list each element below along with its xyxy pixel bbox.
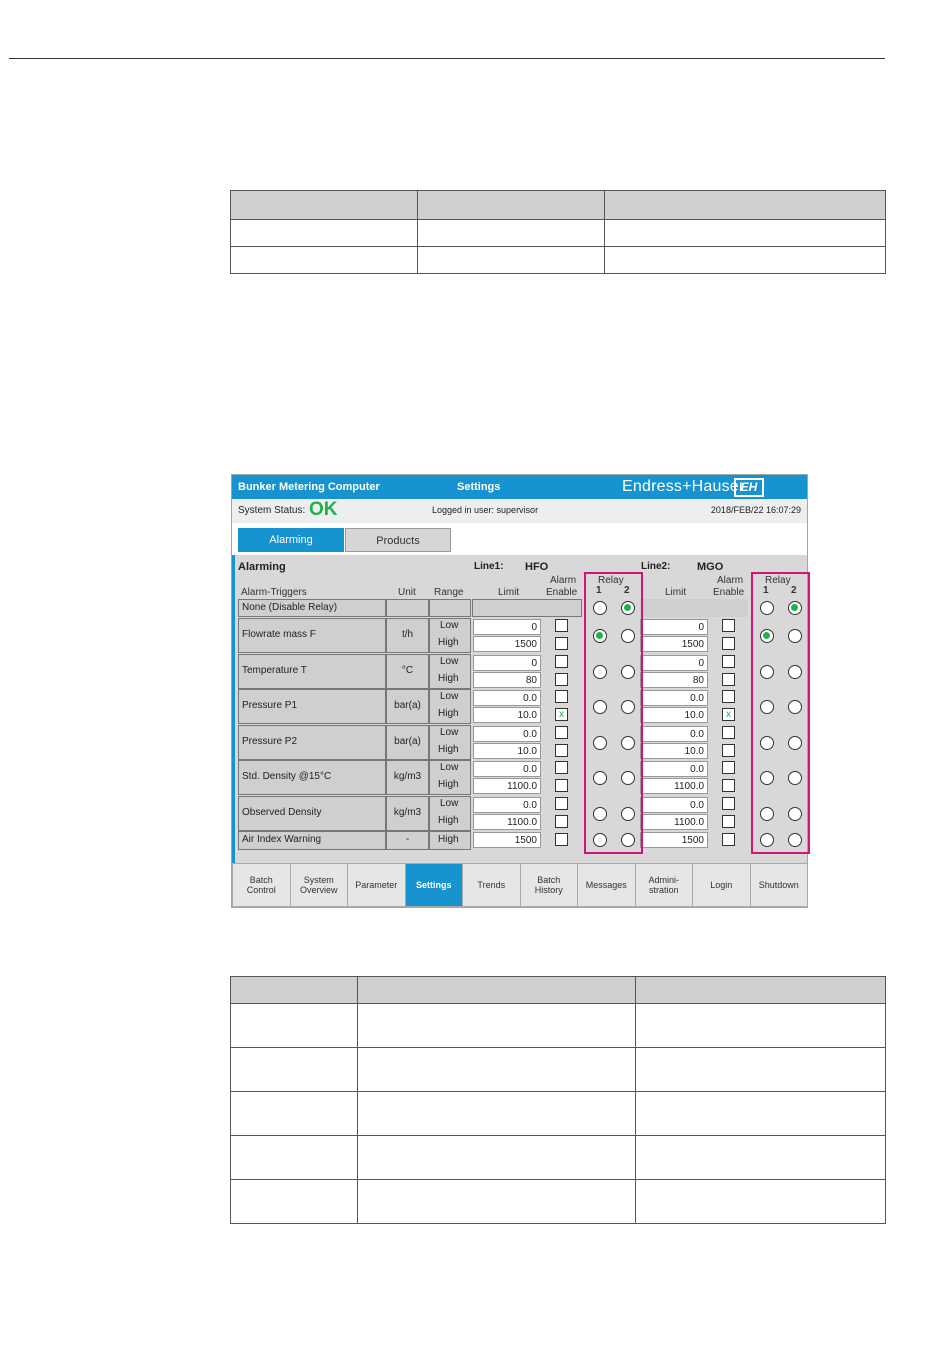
trigger-label: Std. Density @15°C: [242, 771, 332, 782]
table-cell: [231, 1048, 358, 1092]
logged-user: Logged in user: supervisor: [432, 505, 539, 515]
trigger-label: Observed Density: [242, 806, 322, 818]
col-header-unit: Unit: [398, 587, 416, 598]
low-limit-input[interactable]: 0.0: [640, 690, 708, 706]
line2-product: MGO: [697, 561, 724, 573]
col-header-limit: Limit: [498, 587, 520, 598]
line1-product: HFO: [525, 561, 549, 573]
alarm-enable-high-checkbox[interactable]: [555, 637, 568, 650]
alarming-panel: [232, 555, 807, 863]
line2-relay-highlight: [751, 572, 810, 854]
bottom-nav: [232, 863, 807, 907]
tab-alarming[interactable]: Alarming: [238, 528, 344, 552]
trigger-label: Temperature T: [242, 664, 307, 676]
trigger-label: Air Index Warning: [242, 834, 322, 845]
table-cell: [605, 220, 886, 247]
range-low-label: Low: [440, 620, 459, 631]
unit-label: bar(a): [394, 735, 421, 747]
alarm-enable-low-checkbox[interactable]: [722, 761, 735, 774]
alarm-enable-low-checkbox[interactable]: [555, 726, 568, 739]
col-header-relay-2: 2: [791, 585, 797, 596]
table-cell: [636, 1048, 886, 1092]
alarm-enable-low-checkbox[interactable]: [555, 797, 568, 810]
col-header-relay-1: 1: [763, 585, 769, 596]
range-low-label: Low: [440, 797, 459, 809]
high-limit-input[interactable]: 1100.0: [640, 814, 708, 830]
low-limit-input[interactable]: 0.0: [473, 761, 541, 777]
col-header-relay-2: 2: [624, 585, 630, 596]
line1-relay-highlight: [584, 572, 643, 854]
high-limit-input[interactable]: 1100.0: [473, 778, 541, 794]
title-bar: [232, 475, 807, 499]
table-header-cell: [231, 191, 418, 220]
trigger-label: None (Disable Relay): [242, 602, 338, 613]
alarm-enable-high-checkbox[interactable]: [722, 673, 735, 686]
table-cell: [231, 1180, 358, 1224]
table-cell: [636, 1004, 886, 1048]
range-high-label: High: [438, 834, 459, 845]
table-cell: [358, 1180, 636, 1224]
range-low-label: Low: [440, 726, 459, 738]
alarm-enable-high-checkbox[interactable]: [722, 744, 735, 757]
low-limit-input[interactable]: 0.0: [473, 690, 541, 706]
alarm-enable-high-checkbox[interactable]: [555, 744, 568, 757]
high-limit-input[interactable]: 10.0: [473, 707, 541, 723]
table-header-cell: [605, 191, 886, 220]
alarm-enable-high-checkbox[interactable]: x: [555, 708, 568, 721]
col-header-alarm: Alarm: [550, 575, 577, 586]
alarm-enable-low-checkbox[interactable]: [722, 726, 735, 739]
brand-logo-badge: EH: [734, 478, 764, 497]
table-cell: [231, 1136, 358, 1180]
status-bar: [232, 499, 807, 523]
doc-table-bottom: [230, 976, 886, 1224]
unit-label: bar(a): [394, 700, 421, 711]
high-limit-input[interactable]: 1500: [473, 832, 541, 848]
col-header-triggers: Alarm-Triggers: [241, 587, 307, 598]
app-title: Bunker Metering Computer: [238, 481, 380, 493]
range-high-label: High: [438, 743, 459, 755]
status-label: System Status:: [238, 505, 306, 516]
table-cell: [358, 1092, 636, 1136]
unit-label: -: [405, 834, 410, 845]
high-limit-input[interactable]: 10.0: [640, 707, 708, 723]
table-cell: [605, 247, 886, 274]
unit-label: kg/m3: [393, 806, 422, 818]
nav-trends-button[interactable]: Trends: [462, 863, 521, 907]
alarm-enable-low-checkbox[interactable]: [722, 619, 735, 632]
nav-shutdown-button[interactable]: Shutdown: [750, 863, 809, 907]
nav-batch-history-button[interactable]: Batch History: [520, 863, 579, 907]
alarm-enable-low-checkbox[interactable]: [555, 690, 568, 703]
table-cell: [231, 1004, 358, 1048]
range-low-label: Low: [440, 691, 459, 702]
col-header-relay-1: 1: [596, 585, 602, 596]
range-high-label: High: [438, 708, 459, 719]
range-high-label: High: [438, 779, 459, 790]
nav-system-overview-button[interactable]: System Overview: [290, 863, 349, 907]
nav-login-button[interactable]: Login: [692, 863, 751, 907]
table-cell: [231, 1092, 358, 1136]
table-cell: [231, 220, 418, 247]
trigger-label: Pressure P2: [242, 735, 298, 747]
alarm-enable-high-checkbox[interactable]: [722, 815, 735, 828]
high-limit-input[interactable]: 1100.0: [640, 778, 708, 794]
line1-label: Line1:: [474, 561, 504, 572]
col-header-relay: Relay: [765, 575, 791, 586]
settings-screen: [231, 474, 808, 908]
line2-label: Line2:: [641, 561, 671, 572]
nav-admini-stration-button[interactable]: Admini- stration: [635, 863, 694, 907]
table-cell: [636, 1092, 886, 1136]
range-low-label: Low: [440, 762, 459, 773]
table-cell: [358, 1136, 636, 1180]
alarm-enable-low-checkbox[interactable]: [722, 690, 735, 703]
high-limit-input[interactable]: 1500: [640, 832, 708, 848]
range-high-label: High: [438, 814, 459, 826]
nav-settings-button[interactable]: Settings: [405, 863, 464, 907]
col-header-relay: Relay: [598, 575, 624, 586]
high-limit-input[interactable]: 1100.0: [473, 814, 541, 830]
unit-label: °C: [401, 664, 414, 676]
high-limit-input[interactable]: 80: [640, 672, 708, 688]
alarm-enable-high-checkbox[interactable]: [722, 637, 735, 650]
alarm-enable-low-checkbox[interactable]: [722, 655, 735, 668]
low-limit-input[interactable]: 0.0: [640, 797, 708, 813]
nav-batch-control-button[interactable]: Batch Control: [232, 863, 291, 907]
tab-row: [232, 523, 807, 553]
doc-table-top: [230, 190, 886, 274]
col-header-range: Range: [434, 587, 464, 598]
alarm-enable-low-checkbox[interactable]: [722, 797, 735, 810]
status-badge: OK: [309, 499, 338, 520]
high-limit-input[interactable]: 80: [473, 672, 541, 688]
col-header-alarm: Alarm: [717, 575, 744, 586]
table-cell: [231, 247, 418, 274]
table-cell: [358, 1004, 636, 1048]
table-cell: [418, 247, 605, 274]
trigger-label: Flowrate mass F: [242, 629, 316, 640]
alarm-enable-low-checkbox[interactable]: [555, 655, 568, 668]
high-limit-input[interactable]: 10.0: [473, 743, 541, 759]
col-header-enable: Enable: [713, 587, 745, 598]
tab-products[interactable]: Products: [345, 528, 451, 552]
page-title: Settings: [457, 481, 501, 493]
table-header-cell: [418, 191, 605, 220]
unit-cell: [386, 599, 429, 617]
alarm-enable-low-checkbox[interactable]: [555, 761, 568, 774]
low-limit-input[interactable]: 0.0: [473, 797, 541, 813]
unit-label: kg/m3: [393, 771, 422, 782]
table-header-cell: [358, 977, 636, 1004]
nav-parameter-button[interactable]: Parameter: [347, 863, 406, 907]
range-low-label: Low: [440, 655, 459, 667]
alarm-enable-high-checkbox[interactable]: [722, 833, 735, 846]
high-limit-input[interactable]: 10.0: [640, 743, 708, 759]
page-top-rule: [9, 58, 885, 59]
alarm-enable-high-checkbox[interactable]: [555, 673, 568, 686]
table-header-cell: [636, 977, 886, 1004]
low-limit-input[interactable]: 0: [640, 655, 708, 671]
high-limit-input[interactable]: 1500: [473, 636, 541, 652]
limit-empty-cell: [640, 599, 748, 617]
low-limit-input[interactable]: 0.0: [640, 726, 708, 742]
table-cell: [358, 1048, 636, 1092]
col-header-limit: Limit: [665, 587, 687, 598]
alarm-enable-high-checkbox[interactable]: [555, 833, 568, 846]
limit-empty-cell: [472, 599, 582, 617]
table-cell: [636, 1136, 886, 1180]
brand-logo: Endress+Hauser: [622, 478, 745, 495]
unit-label: t/h: [401, 629, 414, 640]
range-high-label: High: [438, 672, 459, 684]
range-cell: [429, 599, 471, 617]
table-header-cell: [231, 977, 358, 1004]
nav-messages-button[interactable]: Messages: [577, 863, 636, 907]
range-high-label: High: [438, 637, 459, 648]
high-limit-input[interactable]: 1500: [640, 636, 708, 652]
alarm-enable-high-checkbox[interactable]: [555, 779, 568, 792]
low-limit-input[interactable]: 0.0: [473, 726, 541, 742]
alarm-enable-high-checkbox[interactable]: x: [722, 708, 735, 721]
datetime: 2018/FEB/22 16:07:29: [710, 505, 801, 515]
table-cell: [418, 220, 605, 247]
alarm-enable-low-checkbox[interactable]: [555, 619, 568, 632]
alarm-enable-high-checkbox[interactable]: [555, 815, 568, 828]
trigger-label: Pressure P1: [242, 700, 298, 711]
col-header-enable: Enable: [546, 587, 578, 598]
low-limit-input[interactable]: 0: [473, 619, 541, 635]
section-title: Alarming: [238, 561, 286, 573]
table-cell: [636, 1180, 886, 1224]
alarm-enable-high-checkbox[interactable]: [722, 779, 735, 792]
low-limit-input[interactable]: 0.0: [640, 761, 708, 777]
low-limit-input[interactable]: 0: [473, 655, 541, 671]
low-limit-input[interactable]: 0: [640, 619, 708, 635]
